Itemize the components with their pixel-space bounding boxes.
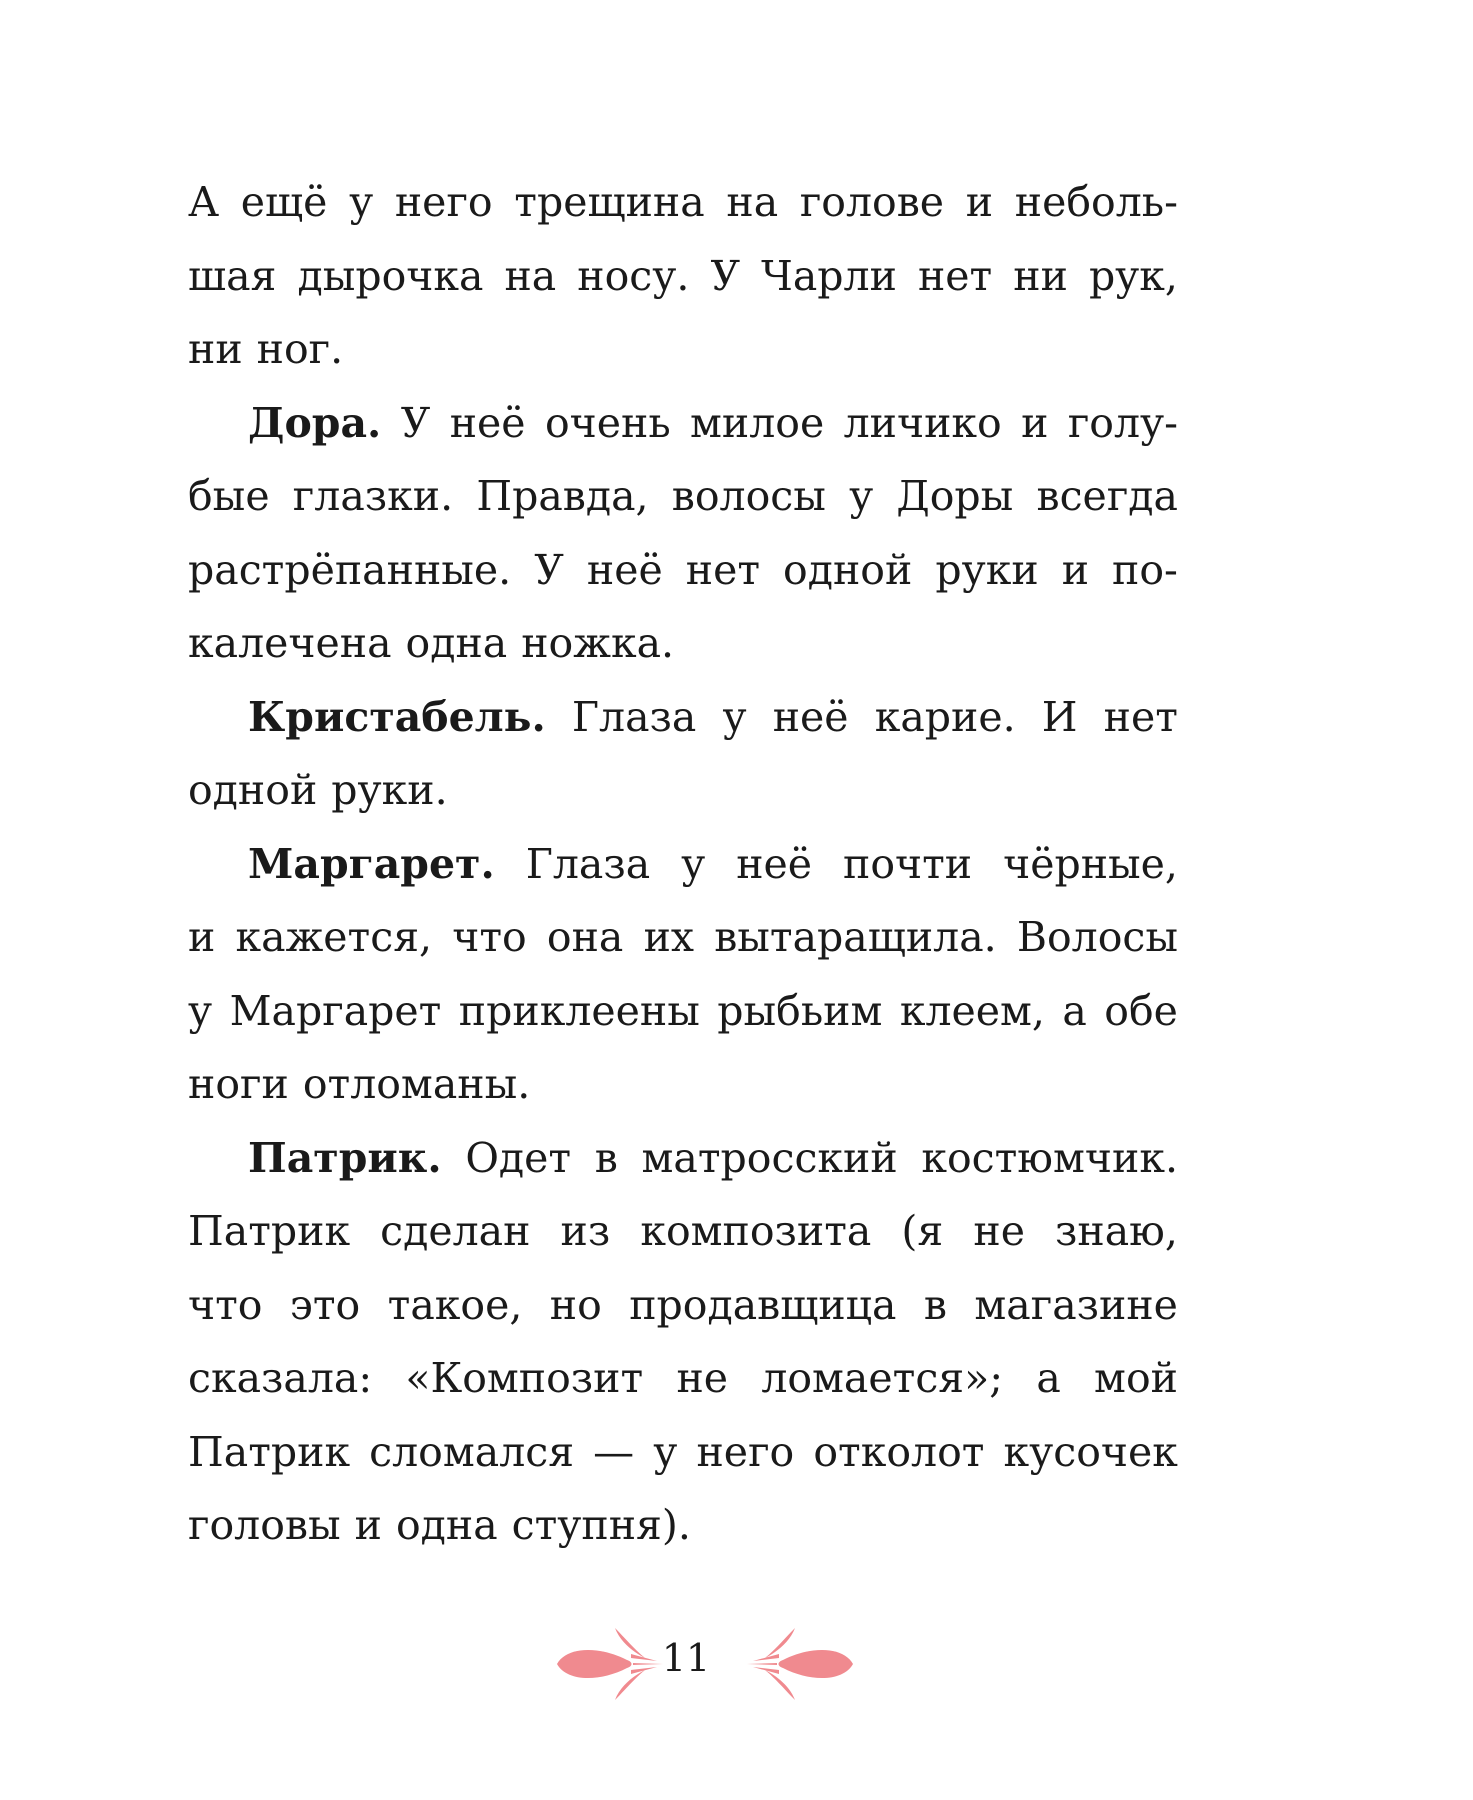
folio xyxy=(0,1624,1473,1704)
word: руки xyxy=(935,545,1039,594)
word: дырочка xyxy=(297,251,484,300)
word: ног. xyxy=(256,325,344,373)
text-line xyxy=(188,975,1178,1049)
word: кусочек xyxy=(1003,1427,1178,1476)
text-line xyxy=(188,460,1178,534)
word: отломаны. xyxy=(302,1060,531,1108)
word: костюмчик. xyxy=(921,1133,1178,1182)
text-line xyxy=(188,607,1178,681)
text-line xyxy=(188,828,1178,902)
word: на xyxy=(504,251,557,300)
word: сломался xyxy=(369,1427,575,1476)
word: У xyxy=(400,398,431,447)
word: одной xyxy=(188,766,318,814)
word: очень xyxy=(544,398,671,447)
word: ни xyxy=(1013,251,1068,300)
word: отколот xyxy=(813,1427,985,1476)
character-name: Патрик. xyxy=(248,1133,442,1182)
word: одна xyxy=(405,619,508,667)
word: Доры xyxy=(896,472,1014,520)
word: ноги xyxy=(188,1060,289,1108)
word: у xyxy=(722,692,747,741)
text-line xyxy=(188,240,1178,314)
word: ломается»; xyxy=(761,1354,1004,1402)
word: Маргарет xyxy=(229,986,442,1035)
word: всегда xyxy=(1036,472,1178,520)
word: милое xyxy=(690,398,825,447)
word: одна xyxy=(395,1501,498,1549)
word: Правда, xyxy=(476,472,649,520)
word: неё xyxy=(772,692,849,741)
word: вытаращила. xyxy=(714,913,997,961)
word: «Композит xyxy=(405,1354,644,1402)
word: в xyxy=(594,1133,618,1182)
word: У xyxy=(710,251,741,300)
word: И xyxy=(1041,692,1078,741)
word: не xyxy=(973,1207,1025,1255)
text-line xyxy=(188,681,1178,755)
word: она xyxy=(546,913,624,961)
word: и xyxy=(965,178,994,226)
word: такое, xyxy=(387,1280,523,1329)
word: в xyxy=(923,1280,947,1329)
word: продавщица xyxy=(629,1280,897,1329)
word: мой xyxy=(1094,1354,1178,1402)
word: и xyxy=(354,1501,382,1549)
word: калечена xyxy=(188,619,392,667)
word: Одет xyxy=(465,1133,572,1182)
text-line xyxy=(188,1122,1178,1196)
page-number: 11 xyxy=(661,1636,711,1680)
word: не xyxy=(676,1354,729,1402)
word: глазки. xyxy=(292,472,454,520)
word: рук, xyxy=(1088,251,1178,300)
word: матросский xyxy=(641,1133,898,1182)
word: голове xyxy=(799,178,945,226)
word: нет xyxy=(685,545,761,594)
word: их xyxy=(643,913,695,961)
ornament-right-icon xyxy=(735,1624,865,1704)
word: ещё xyxy=(240,178,328,226)
word: обе xyxy=(1104,986,1178,1035)
word: него xyxy=(394,178,493,226)
word: карие. xyxy=(874,692,1016,741)
word: ножка. xyxy=(521,619,675,667)
word: неё xyxy=(736,839,813,888)
text-line xyxy=(188,1416,1178,1490)
word: приклеены xyxy=(458,986,700,1035)
word: ни xyxy=(188,325,243,373)
word: неболь- xyxy=(1014,178,1178,226)
word: а xyxy=(1036,1354,1061,1402)
word: из xyxy=(560,1207,611,1255)
word: знаю, xyxy=(1055,1207,1178,1255)
word: нет xyxy=(1103,692,1178,741)
text-line xyxy=(188,1195,1178,1269)
word: личико xyxy=(843,398,1002,447)
word: по- xyxy=(1112,545,1178,594)
word: а xyxy=(1062,986,1087,1035)
word: Глаза xyxy=(525,839,651,888)
word: волосы xyxy=(671,472,826,520)
character-name: Маргарет. xyxy=(248,839,495,888)
word: неё xyxy=(586,545,663,594)
word: трещина xyxy=(514,178,705,226)
word: магазине xyxy=(974,1280,1178,1329)
word: (я xyxy=(901,1207,944,1255)
word: голу- xyxy=(1067,398,1178,447)
word: А xyxy=(188,178,220,226)
character-name: Кристабель. xyxy=(248,692,546,741)
text-line xyxy=(188,754,1178,828)
word: Чарли xyxy=(761,251,897,300)
word: это xyxy=(289,1280,361,1329)
word: неё xyxy=(449,398,526,447)
word: и xyxy=(1061,545,1090,594)
word: сказала: xyxy=(188,1354,373,1402)
word: что xyxy=(188,1280,263,1329)
word: руки. xyxy=(331,766,448,814)
word: — xyxy=(593,1427,635,1476)
word: и xyxy=(1021,398,1049,447)
text-line xyxy=(188,534,1178,608)
word: на xyxy=(726,178,779,226)
word: растрёпанные. xyxy=(188,545,512,594)
word: у xyxy=(349,178,374,226)
word: но xyxy=(549,1280,602,1329)
word: одной xyxy=(783,545,913,594)
text-line xyxy=(188,313,1178,387)
text-line xyxy=(188,1048,1178,1122)
text-line xyxy=(188,901,1178,975)
word: композита xyxy=(640,1207,872,1255)
word: Глаза xyxy=(571,692,697,741)
word: сделан xyxy=(380,1207,531,1255)
word: у xyxy=(653,1427,678,1476)
word: ступня). xyxy=(511,1501,691,1549)
word: клеем, xyxy=(899,986,1045,1035)
word: головы xyxy=(188,1501,341,1549)
word: что xyxy=(452,913,527,961)
word: у xyxy=(681,839,706,888)
word: У xyxy=(534,545,564,594)
word: рыбьим xyxy=(717,986,883,1035)
word: шая xyxy=(188,251,277,300)
word: кажется, xyxy=(235,913,433,961)
text-line xyxy=(188,1269,1178,1343)
word: Патрик xyxy=(188,1427,351,1476)
word: чёрные, xyxy=(1003,839,1178,888)
text-line xyxy=(188,1489,1178,1563)
character-name: Дора. xyxy=(248,398,382,447)
text-line xyxy=(188,166,1178,240)
word: у xyxy=(849,472,874,520)
word: почти xyxy=(843,839,973,888)
word: и xyxy=(188,913,216,961)
word: носу. xyxy=(577,251,690,300)
word: Патрик xyxy=(188,1207,351,1255)
word: у xyxy=(188,986,213,1035)
text-line xyxy=(188,387,1178,461)
word: него xyxy=(696,1427,795,1476)
text-line xyxy=(188,1342,1178,1416)
page-text xyxy=(188,166,1178,1563)
word: Волосы xyxy=(1016,913,1178,961)
word: бые xyxy=(188,472,270,520)
word: нет xyxy=(917,251,993,300)
